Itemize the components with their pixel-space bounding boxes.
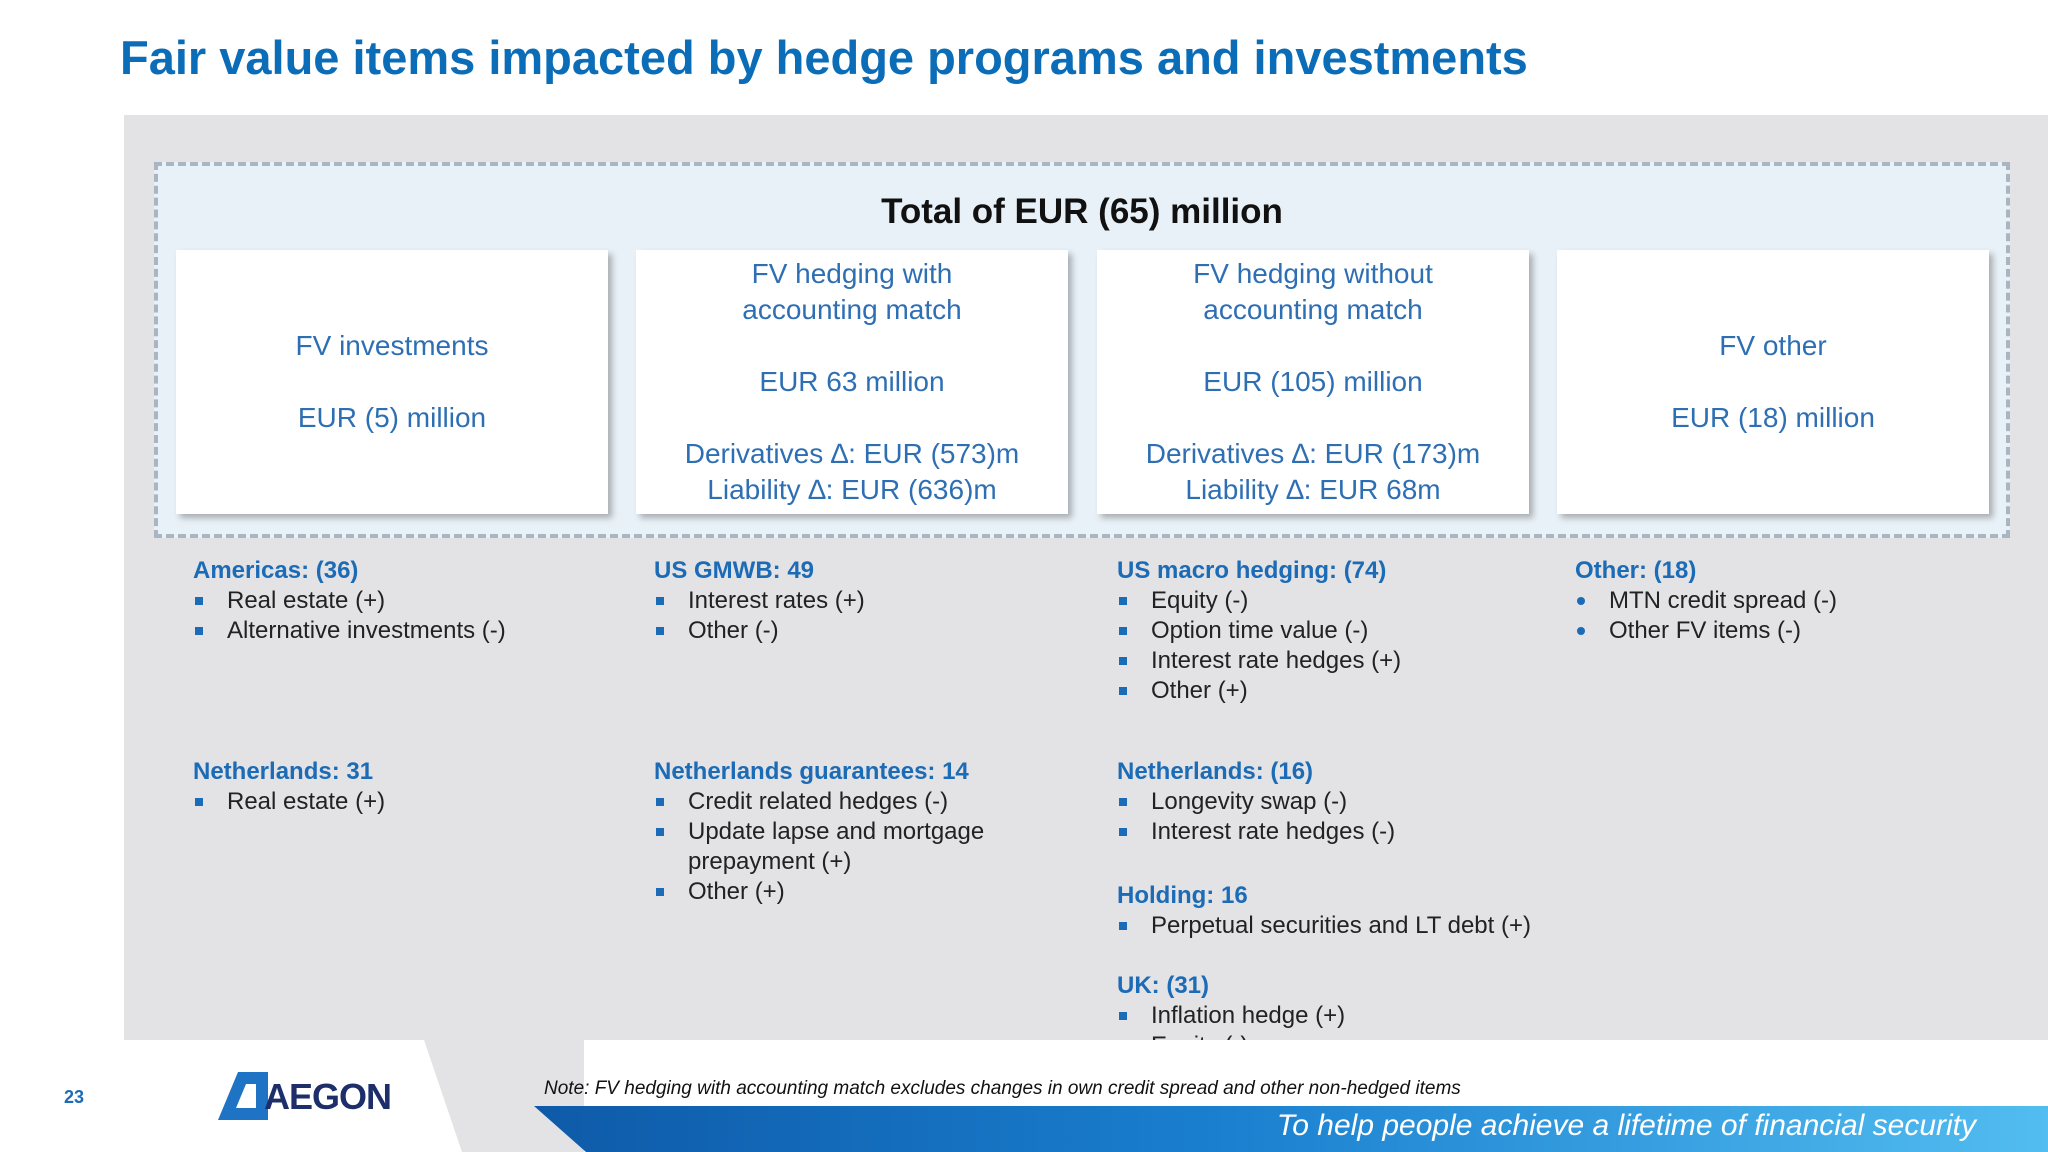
footnote: Note: FV hedging with accounting match excludes changes in own credit spread and other non-hedged items: [544, 1078, 1461, 1099]
square-bullet-icon: [656, 798, 664, 806]
square-bullet-icon: [195, 798, 203, 806]
list-item: Equity (-): [1117, 586, 1557, 616]
card-title-line2: accounting match: [742, 294, 962, 325]
logo-wordmark: AEGON: [264, 1076, 392, 1117]
list-item: MTN credit spread (-): [1575, 586, 1995, 616]
aegon-logo: [216, 1070, 392, 1122]
square-bullet-icon: [1119, 657, 1127, 665]
section-header: US macro hedging: (74): [1117, 557, 1387, 584]
page-number: 23: [64, 1087, 85, 1107]
card-title: FV investments: [295, 330, 489, 361]
card-derivatives: Derivatives ∆: EUR (173)m: [1145, 438, 1481, 469]
list-item: Alternative investments (-): [193, 616, 613, 646]
card-fv-other: [1557, 250, 1989, 514]
card-liability: Liability ∆: EUR (636)m: [707, 474, 997, 505]
section-holding: [1117, 881, 1577, 941]
square-bullet-icon: [656, 597, 664, 605]
card-fv-hedging-with-match: [636, 250, 1068, 514]
square-bullet-icon: [1119, 798, 1127, 806]
section-americas: [193, 556, 613, 646]
square-bullet-icon: [1119, 922, 1127, 930]
card-title-line1: FV hedging with: [751, 258, 953, 289]
total-label: Total of EUR (65) million: [881, 192, 1283, 231]
square-bullet-icon: [656, 888, 664, 896]
card-amount: EUR 63 million: [759, 366, 945, 397]
list-item: Other (+): [1117, 676, 1557, 706]
square-bullet-icon: [656, 828, 664, 836]
section-us-gmwb: [654, 556, 1074, 646]
square-bullet-icon: [1119, 828, 1127, 836]
section-header: Other: (18): [1575, 557, 1697, 584]
square-bullet-icon: [195, 597, 203, 605]
round-bullet-icon: [1577, 627, 1585, 635]
list-item: Interest rate hedges (+): [1117, 646, 1557, 676]
card-liability: Liability ∆: EUR 68m: [1185, 474, 1441, 505]
section-header: Holding: 16: [1117, 882, 1248, 909]
list-item: Update lapse and mortgage prepayment (+): [654, 817, 1014, 877]
square-bullet-icon: [1119, 687, 1127, 695]
card-title: FV other: [1719, 330, 1827, 361]
square-bullet-icon: [1119, 1012, 1127, 1020]
card-amount: EUR (105) million: [1203, 366, 1423, 397]
list-item: Perpetual securities and LT debt (+): [1117, 911, 1577, 941]
card-fv-investments: [176, 250, 608, 514]
round-bullet-icon: [1577, 597, 1585, 605]
list-item: Other FV items (-): [1575, 616, 1995, 646]
card-title-line2: accounting match: [1203, 294, 1423, 325]
list-item: Credit related hedges (-): [654, 787, 1014, 817]
list-item: Real estate (+): [193, 787, 613, 817]
list-item: Interest rate hedges (-): [1117, 817, 1557, 847]
list-item: Other (+): [654, 877, 1014, 907]
page-title: Fair value items impacted by hedge programs and investments: [120, 31, 1528, 84]
section-other: [1575, 556, 1995, 646]
square-bullet-icon: [1119, 597, 1127, 605]
list-item: Option time value (-): [1117, 616, 1557, 646]
section-netherlands-investments: [193, 757, 613, 817]
section-header: Netherlands: 31: [193, 758, 374, 785]
card-amount: EUR (18) million: [1671, 402, 1875, 433]
square-bullet-icon: [1119, 627, 1127, 635]
card-fv-hedging-without-match: [1097, 250, 1529, 514]
section-header: US GMWB: 49: [654, 557, 815, 584]
list-item: Longevity swap (-): [1117, 787, 1557, 817]
card-derivatives: Derivatives ∆: EUR (573)m: [684, 438, 1020, 469]
section-header: Netherlands: (16): [1117, 758, 1314, 785]
section-netherlands-macro: [1117, 757, 1557, 847]
list-item: Interest rates (+): [654, 586, 1074, 616]
list-item: Real estate (+): [193, 586, 613, 616]
section-header: UK: (31): [1117, 972, 1210, 999]
list-item: Other (-): [654, 616, 1074, 646]
square-bullet-icon: [195, 627, 203, 635]
section-us-macro-hedging: [1117, 556, 1557, 706]
slogan-text: To help people achieve a lifetime of financial security: [1276, 1109, 1976, 1142]
section-header: Netherlands guarantees: 14: [654, 758, 969, 785]
list-item: Inflation hedge (+): [1117, 1001, 1557, 1031]
section-header: Americas: (36): [193, 557, 359, 584]
square-bullet-icon: [656, 627, 664, 635]
card-title-line1: FV hedging without: [1193, 258, 1433, 289]
section-netherlands-guarantees: [654, 757, 1014, 907]
card-amount: EUR (5) million: [297, 402, 487, 433]
